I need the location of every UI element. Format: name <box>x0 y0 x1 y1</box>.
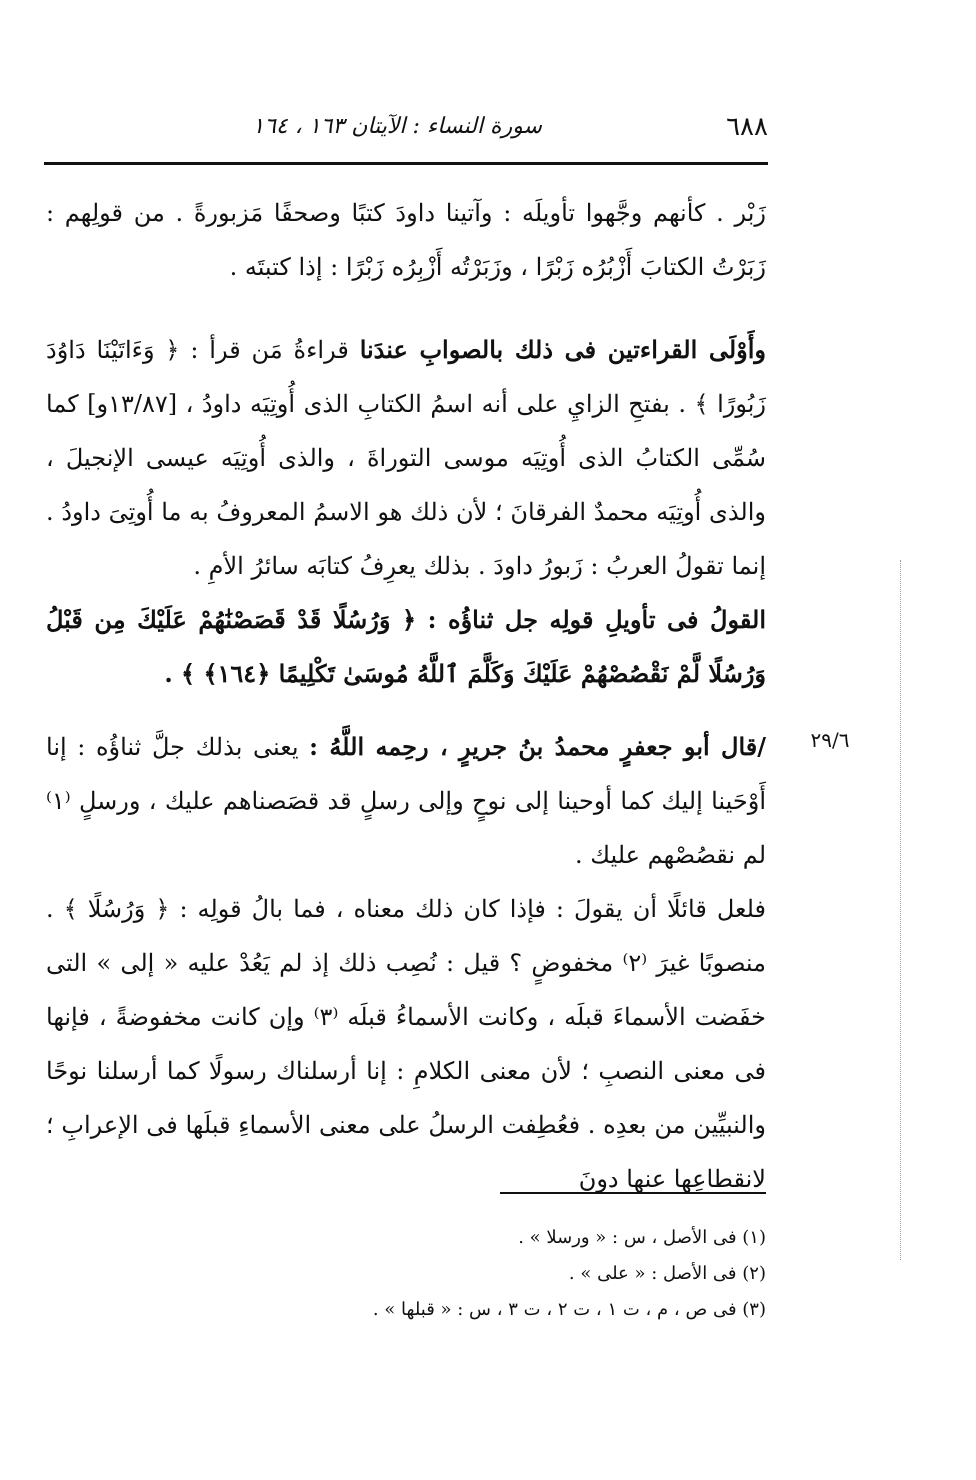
paragraph-2-text <box>46 323 766 593</box>
paragraph-3-text <box>46 593 766 701</box>
page-edge-shadow <box>900 560 901 1260</box>
paragraph-4-lead: /قال أبو جعفرٍ محمدُ بنُ جريرٍ ، رحِمه اللَّهُ : <box>309 732 766 761</box>
paragraph-4-body: يعنى بذلك جلَّ ثناؤُه : إنا أَوْحَينا إليك كما أوحينا إلى نوحٍ وإلى رسلٍ قد قصَصناهم عليك ، ورسلٍ ⁽١⁾ لم نقصُصْهم عليك . <box>46 733 766 869</box>
page-number: ٦٨٨ <box>726 112 768 142</box>
paragraph-3 <box>46 593 766 701</box>
paragraph-2-lead: وأَوْلَى القراءتين فى ذلك بالصوابِ عندَنا <box>359 335 766 364</box>
paragraph-3-lead: القولُ فى تأويلِ قولِه جل ثناؤُه : <box>427 605 767 634</box>
footnote-rule <box>500 1192 766 1194</box>
footnotes <box>300 1220 766 1328</box>
paragraph-5-text: فلعل قائلًا أن يقولَ : فإذا كان ذلك معناه ، فما بالُ قولِه : ﴿ وَرُسُلًا ﴾ . منصوبًا غيرَ ⁽٢⁾ مخفوضٍ ؟ قيل : نُصِب ذلك إذ لم يَعُدْ عليه « إلى » التى خفَضت الأسماءَ قبلَه ، وكانت الأسماءُ قبلَه ⁽٣⁾ وإن كانت مخفوضةً ، فإنها فى معنى النصبِ ؛ لأن معنى الكلامِ : إنا أرسلناك رسولًا كما أرسلنا نوحًا والنبيِّين من بعدِه . فعُطِفت الرسلُ على معنى الأسماءِ قبلَها فى الإعرابِ ؛ لانقطاعِها عنها دونَ <box>46 895 767 1193</box>
paragraph-4-text <box>46 720 766 882</box>
footnote-2: (٢) فى الأصل : « على » . <box>568 1263 766 1284</box>
paragraph-2-body: قراءةُ مَن قرأ : ﴿ وَءَاتَيْنَا دَاوُدَ زَبُورًا ﴾ . بفتحِ الزايِ على أنه اسمُ الكتابِ الذى أُوتِيَه داودُ ، [١٣/٨٧و] كما سُمِّى الكتابُ الذى أُوتِيَه موسى التوراةَ ، والذى أُوتِيَه عيسى الإنجيلَ ، والذى أُوتِيَه محمدٌ الفرقانَ ؛ لأن ذلك هو الاسمُ المعروفُ به ما أُوتِىَ داودُ . إنما تقولُ العربُ : زَبورُ داودَ . بذلك يعرِفُ كتابَه سائرُ الأمِ . <box>46 336 766 580</box>
footnote-1: (١) فى الأصل ، س : « ورسلا » . <box>518 1227 766 1248</box>
page-header <box>44 112 768 152</box>
paragraph-5 <box>46 882 766 1206</box>
paragraph-4 <box>46 720 766 882</box>
footnote-3: (٣) فى ص ، م ، ت ١ ، ت ٢ ، ت ٣ ، س : « قبلها » . <box>372 1299 766 1320</box>
paragraph-1 <box>46 186 766 294</box>
header-rule <box>44 162 768 165</box>
margin-volume-page-ref: ٢٩/٦ <box>810 728 850 752</box>
running-title: سورة النساء : الآيتان ١٦٣ ، ١٦٤ <box>252 114 542 139</box>
quran-verse: ﴿ وَرُسُلًا قَدْ قَصَصْنَٰهُمْ عَلَيْكَ مِن قَبْلُ وَرُسُلًا لَّمْ نَقْصُصْهُمْ عَلَيْكَ وَكَلَّمَ ٱللَّهُ مُوسَىٰ تَكْلِيمًا ﴿١٦٤﴾ ﴾ . <box>46 605 766 688</box>
paragraph-2 <box>46 323 766 593</box>
paragraph-1-text: زَبْر . كأنهم وجَّهوا تأويلَه : وآتينا داودَ كتبًا وصحفًا مَزبورةً . من قولِهم : زَبَرْتُ الكتابَ أَزْبُرُه زَبْرًا ، وزَبَرْتُه أَزْبِرُه زَبْرًا : إذا كتبتَه . <box>46 199 766 281</box>
